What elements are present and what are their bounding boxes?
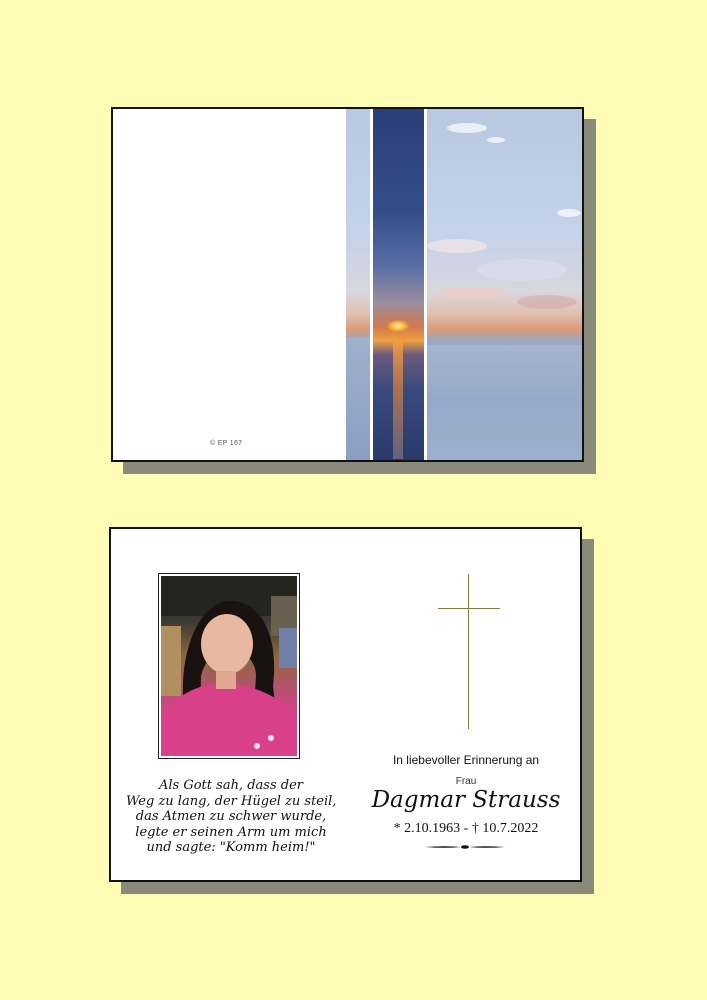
poem-line: legte er seinen Arm um mich: [135, 824, 327, 840]
memory-text: In liebevoller Erinnerung an: [392, 753, 540, 767]
memorial-poem: [126, 778, 336, 856]
poem-line: Als Gott sah, dass der: [159, 778, 303, 793]
inside-card: [109, 527, 582, 882]
portrait-photo: [161, 576, 297, 756]
poem-line: und sagte: "Komm heim!": [146, 840, 316, 855]
salutation: Frau: [455, 776, 477, 787]
portrait-photo-frame: [158, 573, 300, 759]
cross-icon-bar: [438, 608, 500, 609]
sunset-strip-right: [427, 109, 584, 460]
poem-line: Weg zu lang, der Hügel zu steil,: [126, 793, 337, 809]
cross-icon: [468, 574, 469, 729]
sun-reflection: [393, 341, 403, 459]
front-card: [111, 107, 584, 462]
deceased-name: Dagmar Strauss: [371, 787, 561, 813]
life-dates: * 2.10.1963 - † 10.7.2022: [393, 821, 539, 836]
sunset-strip-left: [346, 109, 370, 460]
copyright-label: © EP 167: [210, 440, 243, 447]
poem-line: das Atmen zu schwer wurde,: [135, 809, 327, 824]
ornament-divider-icon: [425, 844, 505, 850]
sunset-strip-center: [373, 109, 424, 460]
sun-glow: [387, 320, 409, 332]
